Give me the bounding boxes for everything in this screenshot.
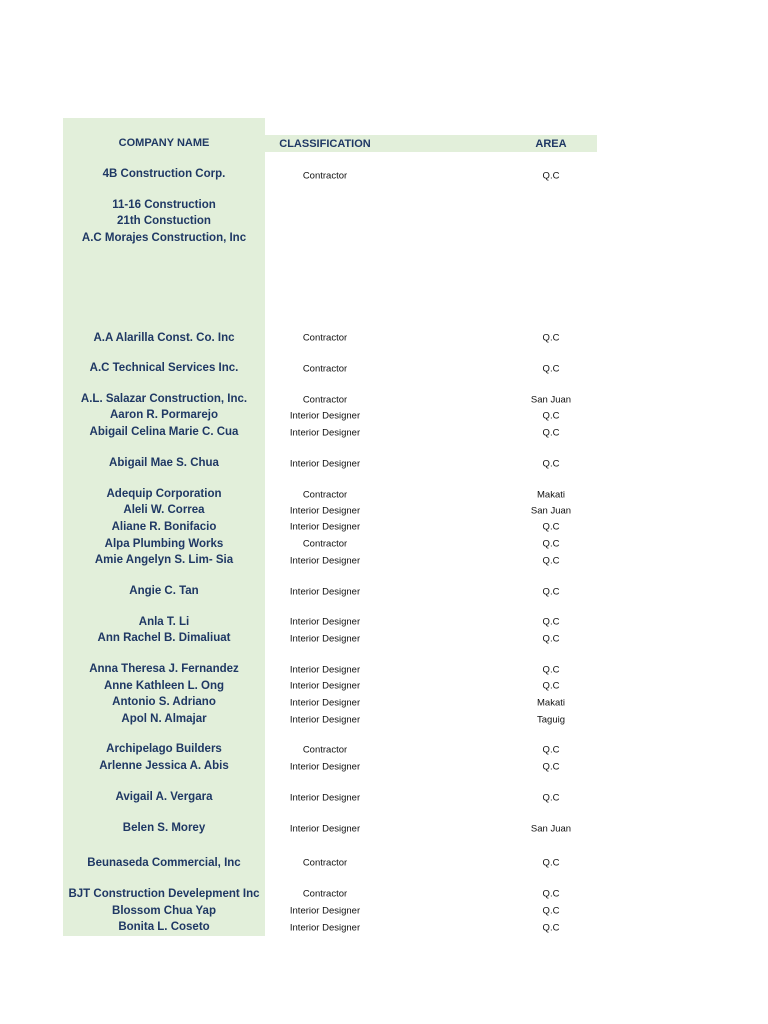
- area-cell: Q.C: [542, 458, 560, 470]
- classification-cell: Interior Designer: [289, 664, 361, 676]
- classification-cell: Contractor: [302, 744, 348, 756]
- area-cell: Q.C: [542, 427, 560, 439]
- classification-cell: Interior Designer: [289, 714, 361, 726]
- company-name-cell: Anna Theresa J. Fernandez: [89, 663, 239, 675]
- company-name-cell: Blossom Chua Yap: [112, 905, 216, 917]
- area-cell: Makati: [537, 697, 565, 709]
- area-cell: Q.C: [542, 857, 560, 869]
- classification-cell: Interior Designer: [289, 427, 361, 439]
- company-name-cell: 21th Constuction: [117, 215, 211, 227]
- header-area: AREA: [535, 138, 567, 150]
- area-cell: Q.C: [542, 521, 560, 533]
- classification-cell: Interior Designer: [289, 823, 361, 835]
- area-cell: San Juan: [530, 823, 572, 835]
- company-name-cell: 11-16 Construction: [112, 199, 216, 211]
- company-name-cell: Arlenne Jessica A. Abis: [99, 760, 229, 772]
- area-cell: Q.C: [542, 410, 560, 422]
- company-name-cell: Adequip Corporation: [106, 488, 222, 500]
- area-cell: Q.C: [542, 680, 560, 692]
- company-name-cell: Belen S. Morey: [122, 822, 206, 834]
- classification-cell: Contractor: [302, 888, 348, 900]
- company-name-cell: Avigail A. Vergara: [115, 791, 213, 803]
- classification-cell: Interior Designer: [289, 555, 361, 567]
- company-name-cell: Ann Rachel B. Dimaliuat: [97, 632, 231, 644]
- classification-cell: Interior Designer: [289, 697, 361, 709]
- company-name-cell: Anla T. Li: [138, 616, 190, 628]
- company-name-cell: Aaron R. Pormarejo: [110, 409, 218, 421]
- company-name-cell: A.A Alarilla Const. Co. Inc: [93, 332, 235, 344]
- area-cell: Q.C: [542, 363, 560, 375]
- company-name-cell: Archipelago Builders: [106, 743, 222, 755]
- classification-cell: Interior Designer: [289, 586, 361, 598]
- classification-cell: Interior Designer: [289, 616, 361, 628]
- area-cell: Q.C: [542, 538, 560, 550]
- area-cell: Q.C: [542, 761, 560, 773]
- area-cell: San Juan: [530, 505, 572, 517]
- classification-cell: Contractor: [302, 538, 348, 550]
- area-cell: Q.C: [542, 888, 560, 900]
- classification-cell: Interior Designer: [289, 922, 361, 934]
- company-name-cell: Antonio S. Adriano: [112, 696, 216, 708]
- company-name-cell: A.C Technical Services Inc.: [89, 362, 239, 374]
- company-name-cell: Amie Angelyn S. Lim- Sia: [94, 554, 234, 566]
- classification-cell: Interior Designer: [289, 905, 361, 917]
- classification-cell: Contractor: [302, 489, 348, 501]
- area-cell: Q.C: [542, 616, 560, 628]
- classification-cell: Interior Designer: [289, 680, 361, 692]
- area-cell: Q.C: [542, 555, 560, 567]
- area-cell: Q.C: [542, 332, 560, 344]
- classification-cell: Contractor: [302, 363, 348, 375]
- company-name-cell: Aleli W. Correa: [123, 504, 205, 516]
- area-cell: Q.C: [542, 744, 560, 756]
- company-name-cell: A.L. Salazar Construction, Inc.: [80, 393, 248, 405]
- classification-cell: Interior Designer: [289, 410, 361, 422]
- classification-cell: Interior Designer: [289, 792, 361, 804]
- classification-cell: Contractor: [302, 332, 348, 344]
- company-name-cell: Beunaseda Commercial, Inc: [87, 857, 241, 869]
- company-name-cell: Bonita L. Coseto: [118, 921, 210, 933]
- classification-cell: Contractor: [302, 857, 348, 869]
- classification-cell: Interior Designer: [289, 458, 361, 470]
- company-name-cell: BJT Construction Develepment Inc: [68, 888, 260, 900]
- area-cell: San Juan: [530, 394, 572, 406]
- area-cell: Q.C: [542, 664, 560, 676]
- classification-cell: Interior Designer: [289, 505, 361, 517]
- company-name-cell: Anne Kathleen L. Ong: [103, 680, 225, 692]
- area-cell: Q.C: [542, 586, 560, 598]
- area-cell: Q.C: [542, 792, 560, 804]
- company-name-cell: Abigail Celina Marie C. Cua: [89, 426, 239, 438]
- company-name-cell: Apol N. Almajar: [121, 713, 207, 725]
- company-name-cell: Alpa Plumbing Works: [104, 538, 224, 550]
- area-cell: Q.C: [542, 170, 560, 182]
- company-name-cell: Aliane R. Bonifacio: [111, 521, 217, 533]
- classification-cell: Contractor: [302, 170, 348, 182]
- classification-cell: Interior Designer: [289, 633, 361, 645]
- area-cell: Taguig: [537, 714, 565, 726]
- area-cell: Q.C: [542, 633, 560, 645]
- classification-cell: Contractor: [302, 394, 348, 406]
- header-classification: CLASSIFICATION: [279, 138, 371, 150]
- company-name-cell: Abigail Mae S. Chua: [109, 457, 219, 469]
- company-name-cell: A.C Morajes Construction, Inc: [81, 232, 247, 244]
- area-cell: Q.C: [542, 905, 560, 917]
- company-name-cell: Angie C. Tan: [129, 585, 199, 597]
- company-name-cell: 4B Construction Corp.: [102, 168, 226, 180]
- area-cell: Q.C: [542, 922, 560, 934]
- header-company-name: COMPANY NAME: [118, 137, 210, 149]
- area-cell: Makati: [537, 489, 565, 501]
- classification-cell: Interior Designer: [289, 761, 361, 773]
- classification-cell: Interior Designer: [289, 521, 361, 533]
